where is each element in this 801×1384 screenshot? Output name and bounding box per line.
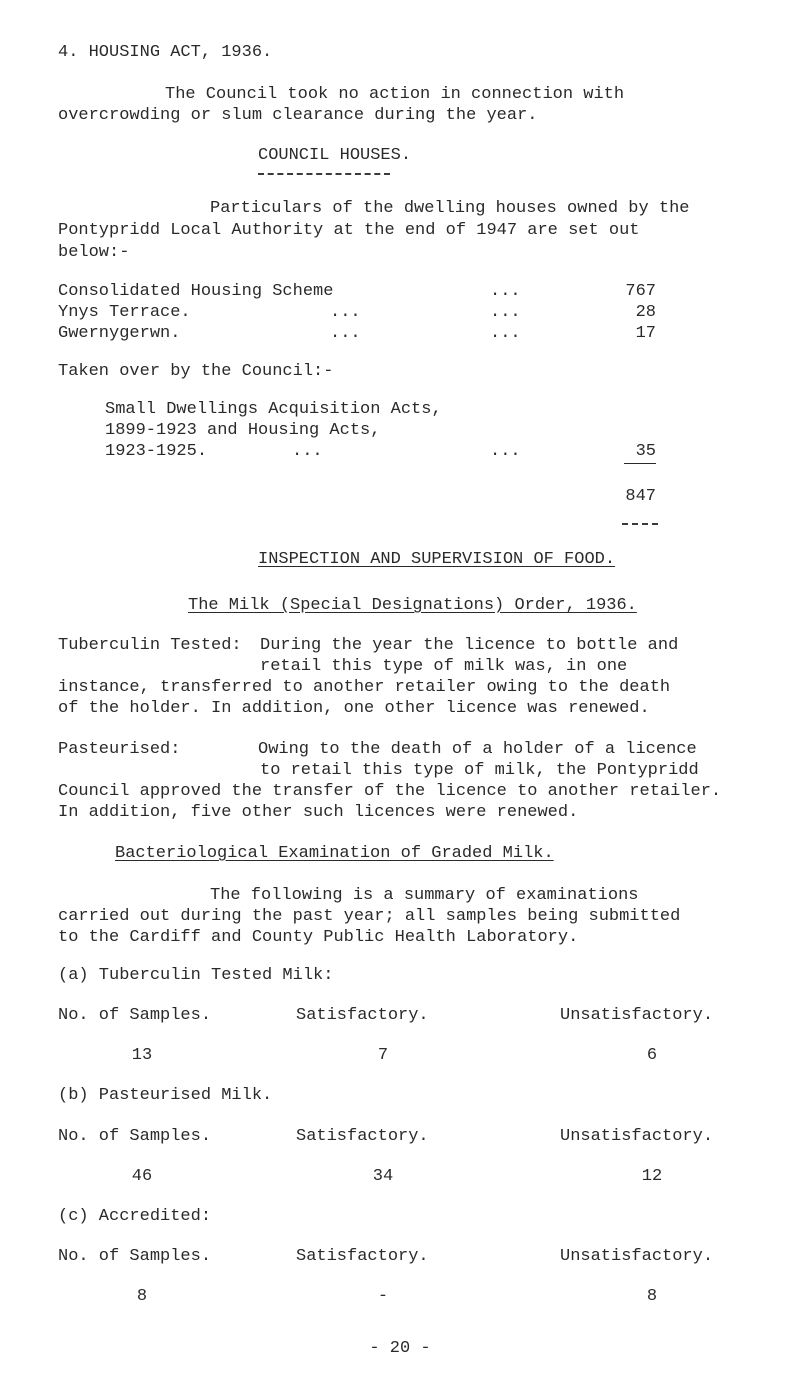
small-dwellings-count: 35 [635, 442, 656, 461]
small-dwellings-line-1: Small Dwellings Acquisition Acts, [105, 400, 442, 419]
housing-label: Consolidated Housing Scheme [58, 282, 334, 301]
col-unsatisfactory: Unsatisfactory. [560, 1127, 714, 1146]
council-houses-title: COUNCIL HOUSES. [258, 146, 412, 165]
leader-dots: ... [490, 442, 521, 461]
tuberculin-line-1: During the year the licence to bottle and [260, 636, 679, 655]
milk-order-heading: The Milk (Special Designations) Order, 1936. [188, 596, 637, 615]
tuberculin-line-2: retail this type of milk was, in one [260, 657, 628, 676]
small-dwellings-line-2: 1899-1923 and Housing Acts, [105, 421, 381, 440]
table-heading: (c) Accredited: [58, 1207, 212, 1226]
leader-dots: ... [490, 324, 521, 343]
samples-value: 8 [136, 1287, 148, 1306]
leader-dots: ... [292, 442, 323, 461]
taken-over-label: Taken over by the Council:- [58, 362, 334, 381]
particulars-line-3: below:- [58, 243, 130, 262]
particulars-line-2: Pontypridd Local Authority at the end of 1947 are set out [58, 221, 640, 240]
pasteurised-line-4: In addition, five other such licences were renewed. [58, 803, 579, 822]
intro-line-2: overcrowding or slum clearance during the year. [58, 106, 538, 125]
col-satisfactory: Satisfactory. [296, 1247, 429, 1266]
unsatisfactory-value: 6 [646, 1046, 658, 1065]
summary-line-3: to the Cardiff and County Public Health Laboratory. [58, 928, 579, 947]
col-samples: No. of Samples. [58, 1006, 212, 1025]
housing-label: Gwernygerwn. [58, 324, 181, 343]
particulars-line-1: Particulars of the dwelling houses owned by the [210, 199, 690, 218]
section-heading: 4. HOUSING ACT, 1936. [58, 43, 273, 62]
satisfactory-value: - [377, 1287, 389, 1306]
leader-dots: ... [330, 324, 361, 343]
page-number: - 20 - [369, 1339, 431, 1358]
table-heading: (b) Pasteurised Milk. [58, 1086, 273, 1105]
housing-count: 17 [635, 324, 656, 343]
total-dashed-rule [622, 523, 658, 525]
leader-dots: ... [330, 303, 361, 322]
tuberculin-label: Tuberculin Tested: [58, 636, 242, 655]
pasteurised-line-3: Council approved the transfer of the licence to another retailer. [58, 782, 722, 801]
summary-line-1: The following is a summary of examinations [210, 886, 639, 905]
unsatisfactory-value: 8 [646, 1287, 658, 1306]
subtotal-rule [624, 463, 656, 464]
col-samples: No. of Samples. [58, 1127, 212, 1146]
housing-label: Ynys Terrace. [58, 303, 191, 322]
small-dwellings-line-3: 1923-1925. [105, 442, 208, 461]
leader-dots: ... [490, 282, 521, 301]
samples-value: 46 [131, 1167, 153, 1186]
col-satisfactory: Satisfactory. [296, 1006, 429, 1025]
table-heading: (a) Tuberculin Tested Milk: [58, 966, 334, 985]
pasteurised-line-1: Owing to the death of a holder of a licence [258, 740, 697, 759]
tuberculin-line-3: instance, transferred to another retailer owing to the death [58, 678, 671, 697]
satisfactory-value: 7 [377, 1046, 389, 1065]
satisfactory-value: 34 [372, 1167, 394, 1186]
tuberculin-line-4: of the holder. In addition, one other licence was renewed. [58, 699, 650, 718]
unsatisfactory-value: 12 [641, 1167, 663, 1186]
col-satisfactory: Satisfactory. [296, 1127, 429, 1146]
title-dashed-underline [258, 173, 390, 175]
col-unsatisfactory: Unsatisfactory. [560, 1247, 714, 1266]
pasteurised-label: Pasteurised: [58, 740, 181, 759]
intro-line-1: The Council took no action in connection with [165, 85, 625, 104]
leader-dots: ... [490, 303, 521, 322]
col-samples: No. of Samples. [58, 1247, 212, 1266]
summary-line-2: carried out during the past year; all samples being submitted [58, 907, 681, 926]
housing-count: 767 [625, 282, 656, 301]
bacteriological-heading: Bacteriological Examination of Graded Milk. [115, 844, 554, 863]
samples-value: 13 [131, 1046, 153, 1065]
food-heading: INSPECTION AND SUPERVISION OF FOOD. [258, 550, 616, 569]
housing-total: 847 [625, 487, 656, 506]
pasteurised-line-2: to retail this type of milk, the Pontypridd [260, 761, 699, 780]
housing-count: 28 [635, 303, 656, 322]
col-unsatisfactory: Unsatisfactory. [560, 1006, 714, 1025]
